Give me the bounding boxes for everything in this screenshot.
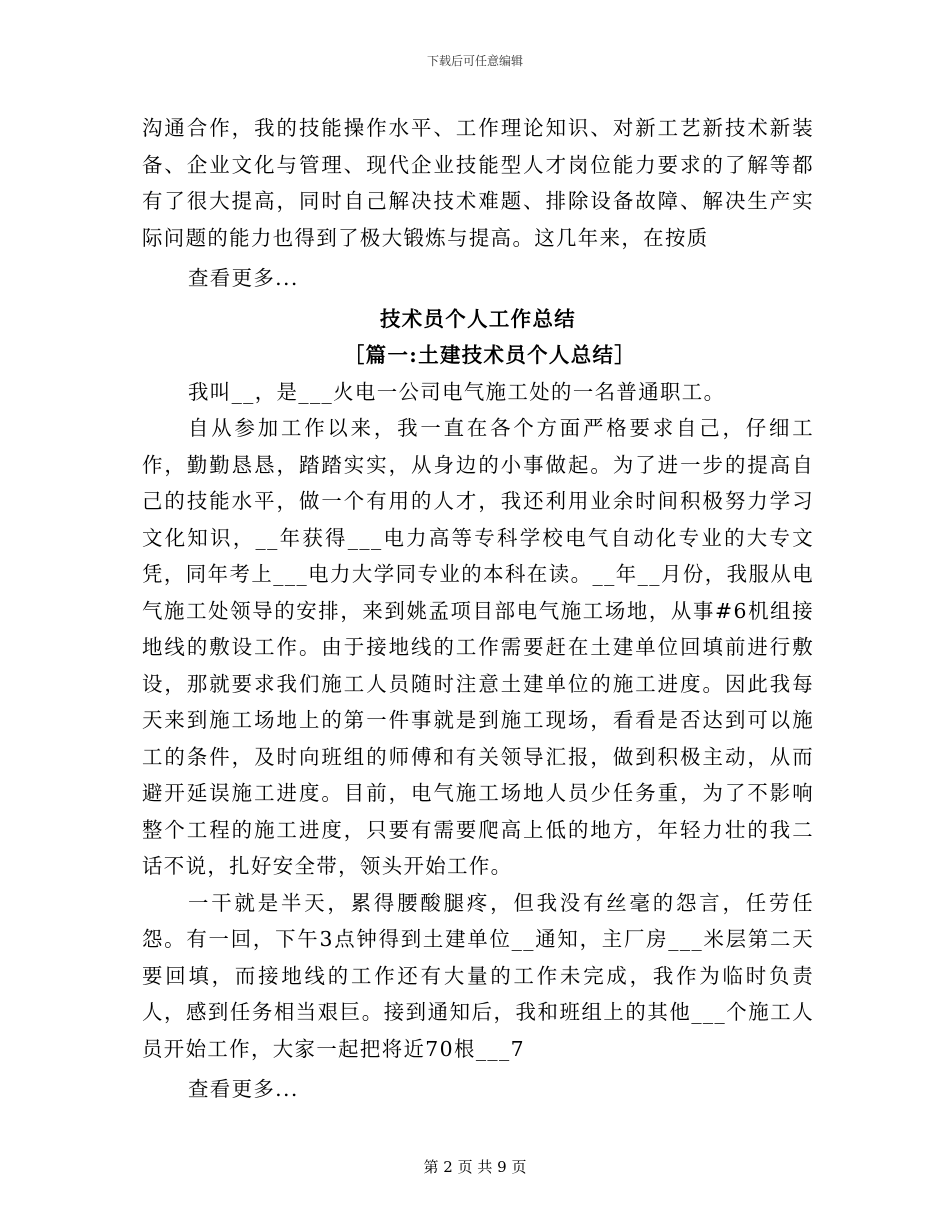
page-header-note: 下载后可任意编辑	[426, 54, 523, 68]
continuation-paragraph: 沟通合作，我的技能操作水平、工作理论知识、对新工艺新技术新装备、企业文化与管理、现代企业技能型人才岗位能力要求的了解等都有了很大提高，同时自己解决技术难题、排除设备故障、解决生产实际问题的能力也得到了极大锻炼与提高。这几年来，在按质	[142, 116, 814, 250]
section-subtitle: ［篇一:土建技术员个人总结］	[343, 343, 637, 367]
read-more-link[interactable]: 查看更多...	[188, 1077, 299, 1101]
paragraph-intro: 我叫__，是___火电一公司电气施工处的一名普通职工。	[188, 379, 726, 404]
paragraph-main: 自从参加工作以来，我一直在各个方面严格要求自己，仔细工作，勤勤恳恳，踏踏实实，从身边的小事做起。为了进一步的提高自己的技能水平，做一个有用的人才，我还利用业余时间积极努力学习文化知识，__年获得___电力高等专科学校电气自动化专业的大专文凭，同年考上___电力大学同专业的本科在读。__年__月份，我服从电气施工处领导的安排，来到姚孟项目部电气施工场地，从事#6机组接地线的敷设工作。由于接地线的工作需要赶在土建单位回填前进行敷设，那就要求我们施工人员随时注意土建单位的施工进度。因此我每天来到施工场地上的第一件事就是到施工现场，看看是否达到可以施工的条件，及时向班组的师傅和有关领导汇报，做到积极主动，从而避开延误施工进度。目前，电气施工场地人员少任务重，为了不影响整个工程的施工进度，只要有需要爬高上低的地方，年轻力壮的我二话不说，扎好安全带，领头开始工作。	[142, 416, 814, 878]
document-body	[142, 110, 814, 1112]
paragraph-story: 一干就是半天，累得腰酸腿疼，但我没有丝毫的怨言，任劳任怨。有一回，下午3点钟得到土建单位__通知，主厂房___米层第二天要回填，而接地线的工作还有大量的工作未完成，我作为临时负责人，感到任务相当艰巨。接到通知后，我和班组上的其他___个施工人员开始工作，大家一起把将近70根___7	[142, 890, 814, 1061]
read-more-link[interactable]: 查看更多...	[188, 266, 299, 290]
page-number: 第 2 页 共 9 页	[423, 1158, 527, 1176]
section-title: 技术员个人工作总结	[379, 306, 577, 331]
